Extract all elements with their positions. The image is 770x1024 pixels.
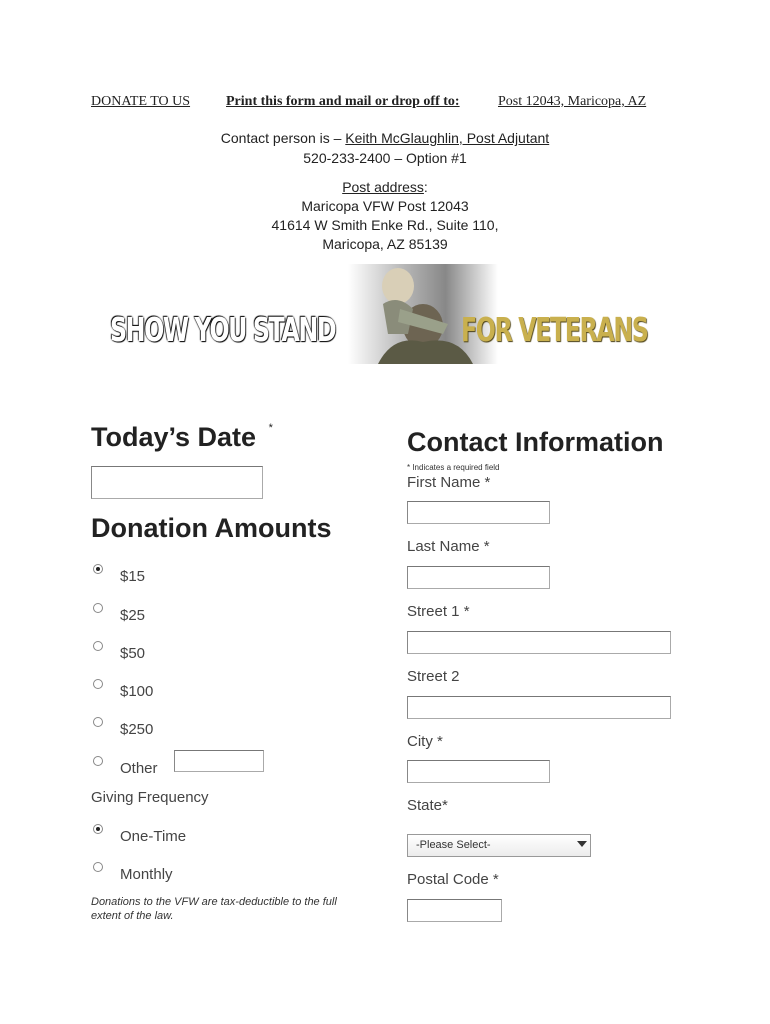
todays-date-input[interactable] [91,466,263,499]
frequency-radio-one-time[interactable] [93,824,103,834]
amount-radio-250[interactable] [93,717,103,727]
first-name-input[interactable] [407,501,550,524]
post-address-colon: : [423,179,428,195]
amount-label-100: $100 [120,683,154,700]
required-mark: * [268,422,273,434]
contact-phone: 520-233-2400 – Option #1 [303,150,467,166]
donation-amounts-title: Donation Amounts [91,513,332,543]
post-address-label-line [0,178,770,197]
city-label: City * [407,733,443,750]
city-input[interactable] [407,760,550,783]
state-select[interactable] [407,834,591,857]
banner-text-left: SHOW YOU STAND [110,310,336,349]
amount-radio-100[interactable] [93,679,103,689]
todays-date-title [91,422,273,453]
mail-destination: Post 12043, Maricopa, AZ [498,94,647,109]
postal-code-input[interactable] [407,899,502,922]
required-field-note: * Indicates a required field [407,463,500,472]
last-name-input[interactable] [407,566,550,589]
tax-deductible-note: Donations to the VFW are tax-deductible to the full extent of the law. [91,896,337,922]
address-line-2: 41614 W Smith Enke Rd., Suite 110, [271,217,499,233]
state-label: State* [407,797,448,814]
donate-heading: DONATE TO US [91,94,191,109]
street1-label: Street 1 * [407,603,470,620]
frequency-label-monthly: Monthly [120,866,173,883]
other-amount-input[interactable] [174,750,264,772]
todays-date-title-text: Today’s Date [91,422,257,452]
banner-text-right: FOR VETERANS [461,310,648,349]
contact-information-title: Contact Information [407,427,664,457]
chevron-down-icon [577,841,587,847]
amount-radio-50[interactable] [93,641,103,651]
contact-person-line [0,129,770,148]
frequency-radio-monthly[interactable] [93,862,103,872]
contact-prefix: Contact person is – [220,130,346,146]
address-line-1: Maricopa VFW Post 12043 [301,198,469,214]
amount-label-250: $250 [120,721,154,738]
state-select-value: -Please Select- [416,839,491,851]
frequency-label-one-time: One-Time [120,828,187,845]
amount-radio-other[interactable] [93,756,103,766]
veterans-banner [108,264,668,364]
last-name-label: Last Name * [407,538,490,555]
post-address-label: Post address [342,179,424,195]
address-line-3: Maricopa, AZ 85139 [322,236,448,252]
first-name-label: First Name * [407,474,491,491]
amount-label-25: $25 [120,607,146,624]
giving-frequency-label: Giving Frequency [91,789,209,806]
postal-code-label: Postal Code * [407,871,499,888]
amount-label-15: $15 [120,568,146,585]
amount-label-other: Other [120,760,158,777]
street2-label: Street 2 [407,668,460,685]
contact-person: Keith McGlaughlin, Post Adjutant [345,130,550,146]
mail-instruction: Print this form and mail or drop off to: [226,94,460,109]
street1-input[interactable] [407,631,671,654]
amount-radio-15[interactable] [93,564,103,574]
amount-radio-25[interactable] [93,603,103,613]
amount-label-50: $50 [120,645,146,662]
street2-input[interactable] [407,696,671,719]
